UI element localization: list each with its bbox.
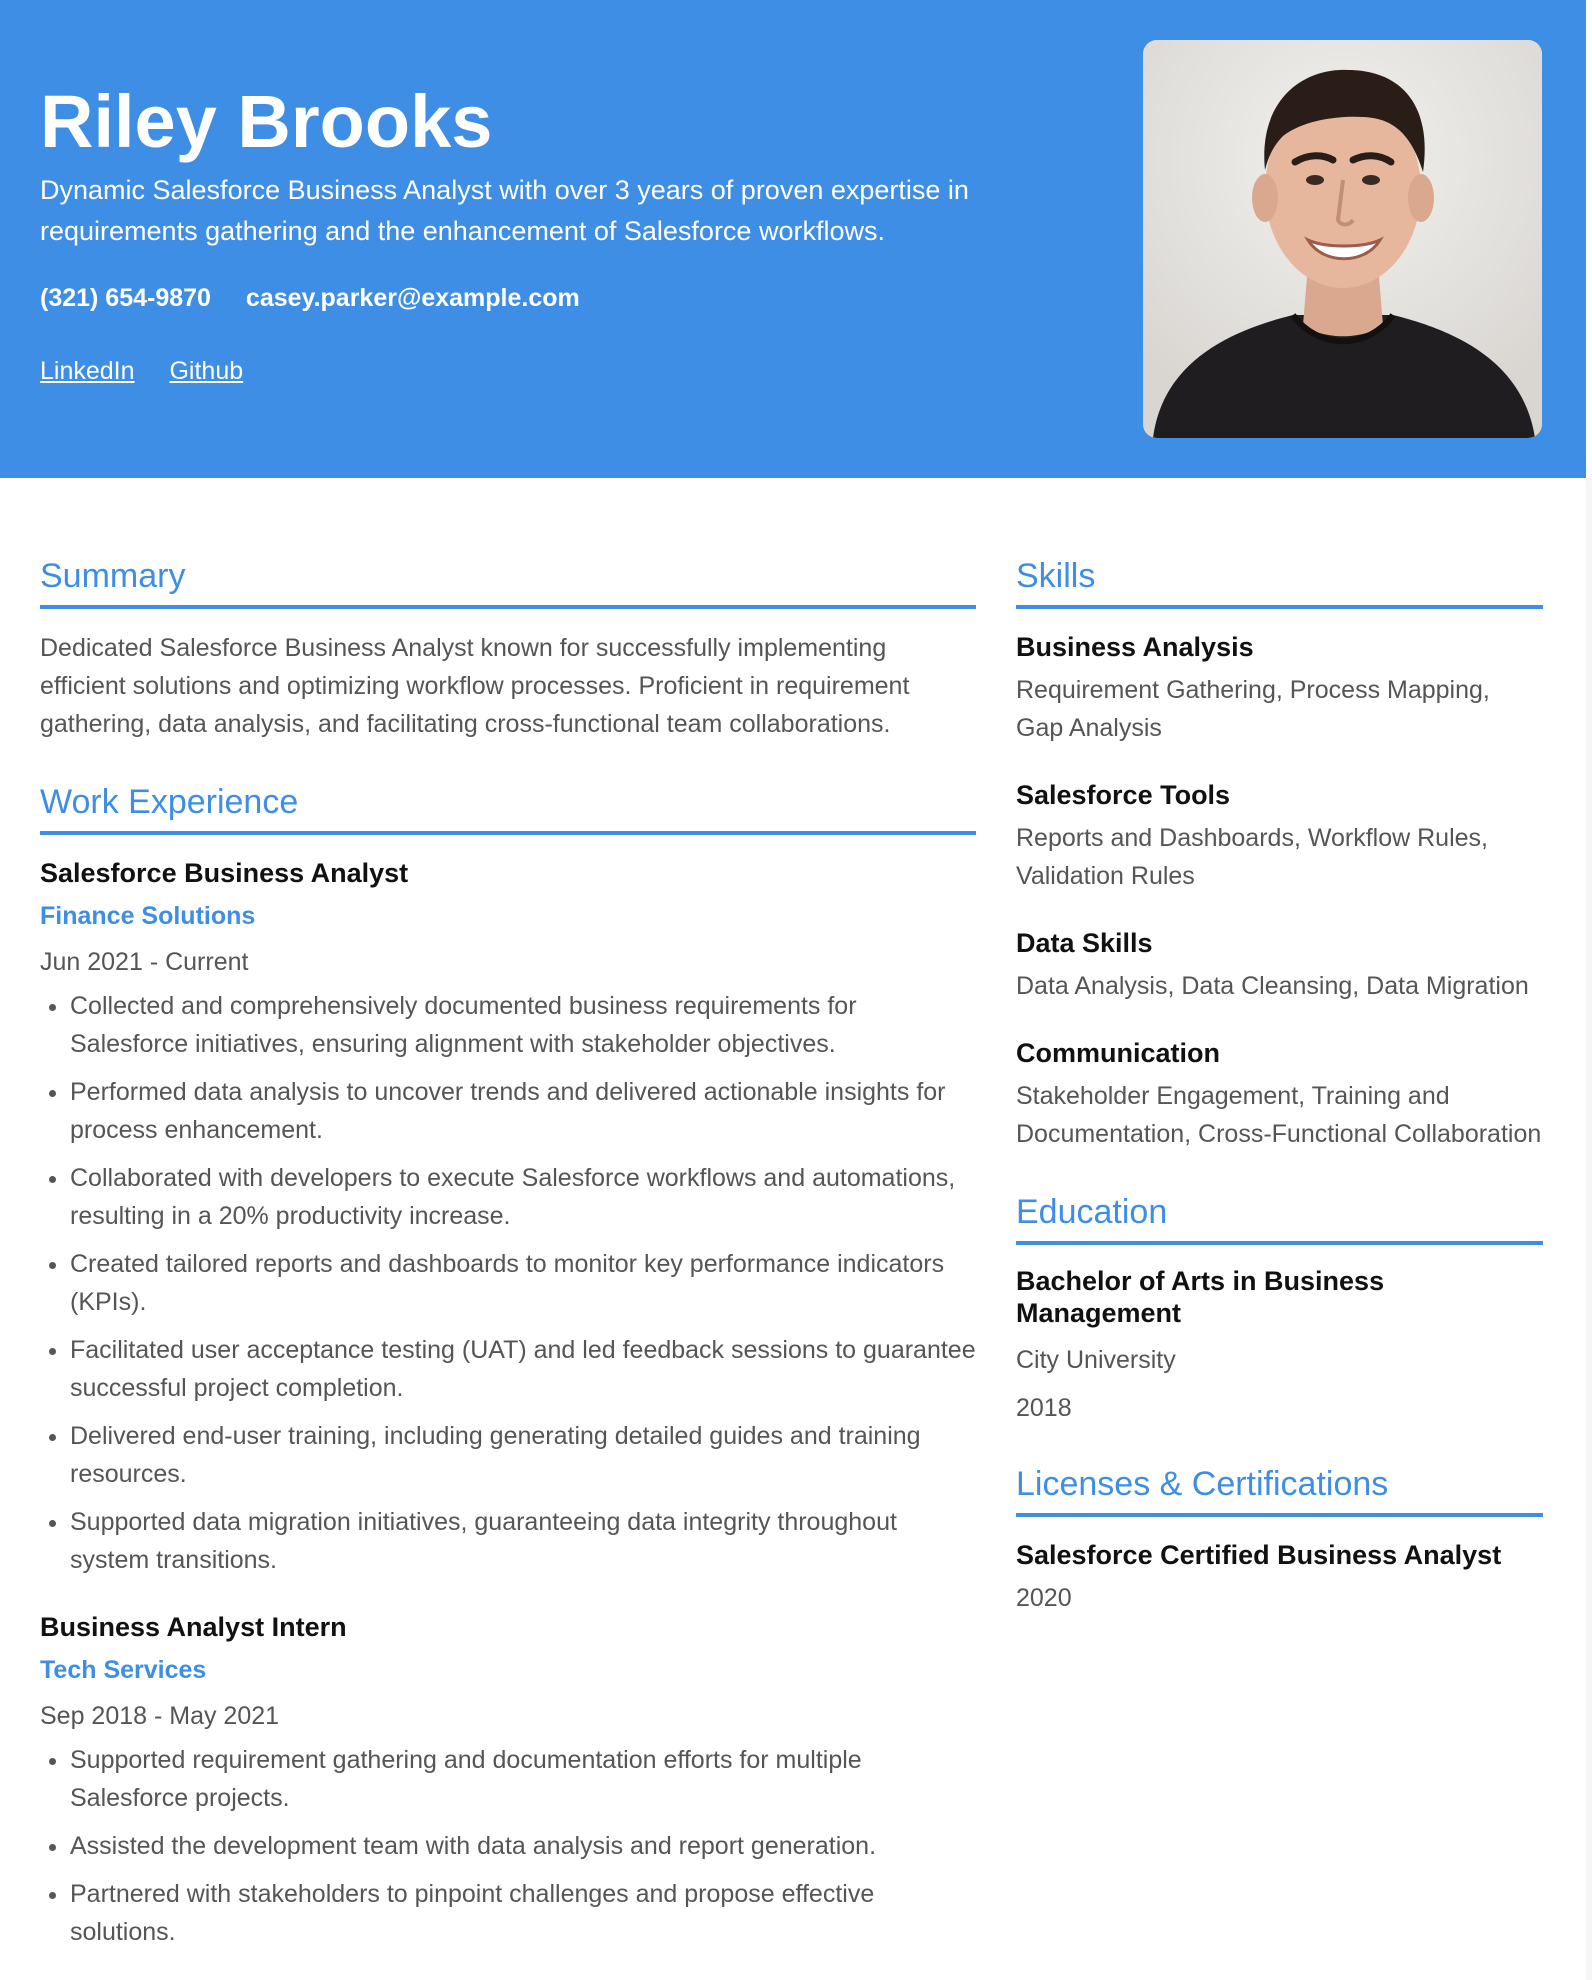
job-company: Tech Services bbox=[40, 1656, 207, 1684]
profile-photo-illustration bbox=[1143, 40, 1542, 438]
resume-header bbox=[0, 0, 1586, 478]
job-entry bbox=[40, 1609, 976, 1951]
list-item: • Performed data analysis to uncover trends and delivered actionable insights for process enhancement. bbox=[70, 1073, 976, 1149]
skill-category: Salesforce Tools bbox=[1016, 780, 1231, 810]
profile-links bbox=[40, 357, 1100, 386]
skill-group bbox=[1016, 1035, 1543, 1153]
summary-heading: Summary bbox=[40, 551, 976, 609]
left-column bbox=[40, 551, 976, 1961]
skill-group bbox=[1016, 777, 1543, 895]
certifications-heading: Licenses & Certifications bbox=[1016, 1459, 1543, 1517]
skill-group bbox=[1016, 925, 1543, 1005]
list-item: • Assisted the development team with data analysis and report generation. bbox=[70, 1827, 976, 1865]
job-dates: Jun 2021 - Current bbox=[40, 948, 249, 976]
list-item: • Partnered with stakeholders to pinpoint challenges and propose effective solutions. bbox=[70, 1875, 976, 1951]
profile-photo bbox=[1143, 40, 1542, 438]
skill-items: Stakeholder Engagement, Training and Documentation, Cross-Functional Collaboration bbox=[1016, 1082, 1542, 1148]
job-bullets bbox=[40, 987, 976, 1579]
job-title: Business Analyst Intern bbox=[40, 1612, 347, 1642]
list-item: • Supported requirement gathering and documentation efforts for multiple Salesforce projects. bbox=[70, 1741, 976, 1817]
list-item: • Collaborated with developers to execute Salesforce workflows and automations, resulting in a 20% productivity increase. bbox=[70, 1159, 976, 1235]
skills-heading: Skills bbox=[1016, 551, 1543, 609]
education-heading: Education bbox=[1016, 1187, 1543, 1245]
list-item: • Delivered end-user training, including generating detailed guides and training resources. bbox=[70, 1417, 976, 1493]
graduation-year: 2018 bbox=[1016, 1394, 1072, 1422]
certification-name: Salesforce Certified Business Analyst bbox=[1016, 1540, 1502, 1570]
job-title: Salesforce Business Analyst bbox=[40, 858, 409, 888]
skill-items: Requirement Gathering, Process Mapping, Gap Analysis bbox=[1016, 676, 1490, 742]
skill-items: Reports and Dashboards, Workflow Rules, Validation Rules bbox=[1016, 824, 1488, 890]
list-item: • Collected and comprehensively documented business requirements for Salesforce initiatives, ensuring alignment with stakeholder objectives. bbox=[70, 987, 976, 1063]
skill-items: Data Analysis, Data Cleansing, Data Migration bbox=[1016, 972, 1529, 1000]
job-bullets bbox=[40, 1741, 976, 1951]
page-edge bbox=[1586, 478, 1592, 1980]
skill-category: Data Skills bbox=[1016, 928, 1153, 958]
list-item: • Facilitated user acceptance testing (UAT) and led feedback sessions to guarantee successful project completion. bbox=[70, 1331, 976, 1407]
degree-title: Bachelor of Arts in Business Management bbox=[1016, 1266, 1385, 1328]
job-company: Finance Solutions bbox=[40, 902, 256, 930]
github-link[interactable]: Github bbox=[169, 357, 244, 385]
experience-heading: Work Experience bbox=[40, 777, 976, 835]
contact-info bbox=[40, 284, 1100, 313]
right-column bbox=[1016, 551, 1543, 1615]
list-item: • Created tailored reports and dashboards to monitor key performance indicators (KPIs). bbox=[70, 1245, 976, 1321]
linkedin-link[interactable]: LinkedIn bbox=[40, 357, 135, 385]
job-entry bbox=[40, 855, 976, 1579]
headline: Dynamic Salesforce Business Analyst with over 3 years of proven expertise in requirements gathering and the enhancement of Salesforce workflows. bbox=[40, 175, 969, 246]
phone-number: (321) 654-9870 bbox=[40, 284, 211, 312]
certification-year: 2020 bbox=[1016, 1584, 1072, 1612]
header-text bbox=[40, 76, 1100, 386]
skill-category: Communication bbox=[1016, 1038, 1221, 1068]
school-name: City University bbox=[1016, 1346, 1176, 1374]
candidate-name: Riley Brooks bbox=[40, 80, 493, 163]
skill-group bbox=[1016, 629, 1543, 747]
summary-text: Dedicated Salesforce Business Analyst known for successfully implementing efficient solutions and optimizing workflow processes. Proficient in requirement gathering, data analysis, and facilitating cross-functional team collaborations. bbox=[40, 634, 910, 738]
job-dates: Sep 2018 - May 2021 bbox=[40, 1702, 280, 1730]
skill-category: Business Analysis bbox=[1016, 632, 1254, 662]
email-address[interactable]: casey.parker@example.com bbox=[245, 284, 580, 312]
list-item: • Supported data migration initiatives, guaranteeing data integrity throughout system transitions. bbox=[70, 1503, 976, 1579]
